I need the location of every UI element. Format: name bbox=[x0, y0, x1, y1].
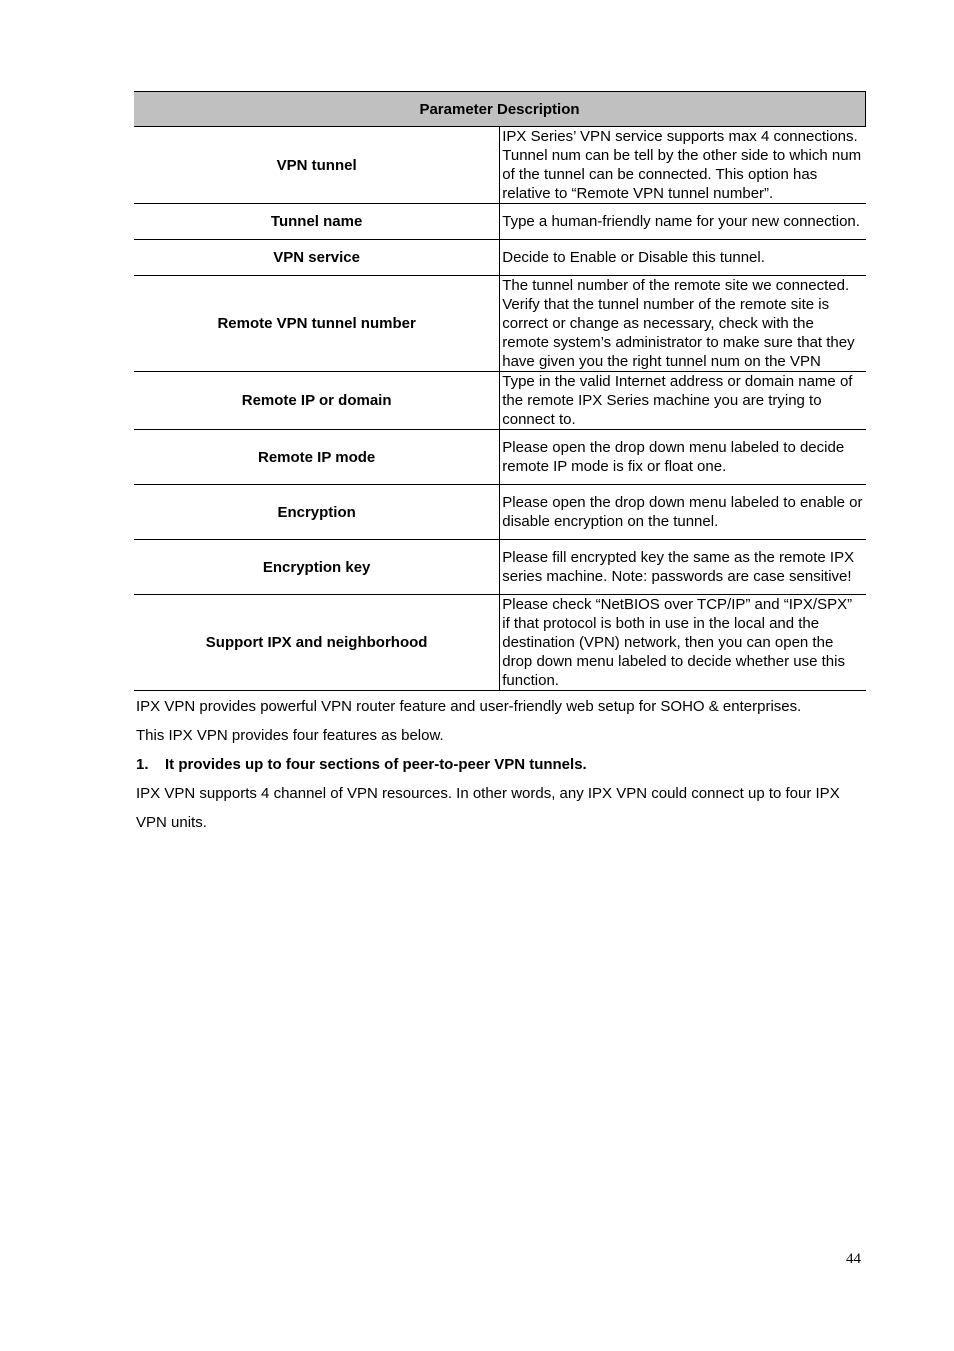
param-description: Decide to Enable or Disable this tunnel. bbox=[500, 240, 866, 276]
param-description: Please open the drop down menu labeled to decide remote IP mode is fix or float one. bbox=[500, 430, 866, 485]
table-row bbox=[134, 276, 866, 372]
table-row bbox=[134, 372, 866, 430]
table-row bbox=[134, 485, 866, 540]
param-description: Type a human-friendly name for your new connection. bbox=[500, 204, 866, 240]
body-text bbox=[136, 692, 866, 837]
param-name: Remote VPN tunnel number bbox=[134, 276, 500, 372]
table-row bbox=[134, 540, 866, 595]
param-name: Remote IP or domain bbox=[134, 372, 500, 430]
param-name: Remote IP mode bbox=[134, 430, 500, 485]
table-row bbox=[134, 240, 866, 276]
param-description: Please open the drop down menu labeled to enable or disable encryption on the tunnel. bbox=[500, 485, 866, 540]
table-row bbox=[134, 430, 866, 485]
intro-paragraph: IPX VPN provides powerful VPN router feature and user-friendly web setup for SOHO & enterprises. bbox=[136, 698, 802, 715]
param-name: Encryption bbox=[134, 485, 500, 540]
table-row bbox=[134, 595, 866, 691]
param-description: Please fill encrypted key the same as the remote IPX series machine. Note: passwords are case sensitive! bbox=[500, 540, 866, 595]
param-description: IPX Series’ VPN service supports max 4 connections. Tunnel num can be tell by the other side to which num of the tunnel can be connected. This option has relative to “Remote VPN tunnel number”. bbox=[500, 127, 866, 204]
table-header: Parameter Description bbox=[134, 92, 866, 127]
param-name: Tunnel name bbox=[134, 204, 500, 240]
param-name: VPN service bbox=[134, 240, 500, 276]
param-name: Encryption key bbox=[134, 540, 500, 595]
parameter-table bbox=[134, 91, 866, 691]
feature-heading bbox=[136, 750, 866, 779]
feature-number: 1. bbox=[136, 756, 149, 773]
feature-heading-text: It provides up to four sections of peer-to-peer VPN tunnels. bbox=[165, 756, 587, 773]
features-intro: This IPX VPN provides four features as below. bbox=[136, 727, 444, 744]
param-description: Please check “NetBIOS over TCP/IP” and “IPX/SPX” if that protocol is both in use in the local and the destination (VPN) network, then you can open the drop down menu labeled to decide whether use this function. bbox=[500, 595, 866, 691]
table-row bbox=[134, 127, 866, 204]
table-row bbox=[134, 204, 866, 240]
param-description: Type in the valid Internet address or domain name of the remote IPX Series machine you are trying to connect to. bbox=[500, 372, 866, 430]
param-description: The tunnel number of the remote site we connected. Verify that the tunnel number of the remote site is correct or change as necessary, check with the remote system’s administrator to make sure that they have given you the right tunnel num on the VPN bbox=[500, 276, 866, 372]
param-name: Support IPX and neighborhood bbox=[134, 595, 500, 691]
param-name: VPN tunnel bbox=[134, 127, 500, 204]
page-number: 44 bbox=[846, 1251, 861, 1267]
feature-paragraph: IPX VPN supports 4 channel of VPN resources. In other words, any IPX VPN could connect up to four IPX VPN units. bbox=[136, 785, 840, 831]
